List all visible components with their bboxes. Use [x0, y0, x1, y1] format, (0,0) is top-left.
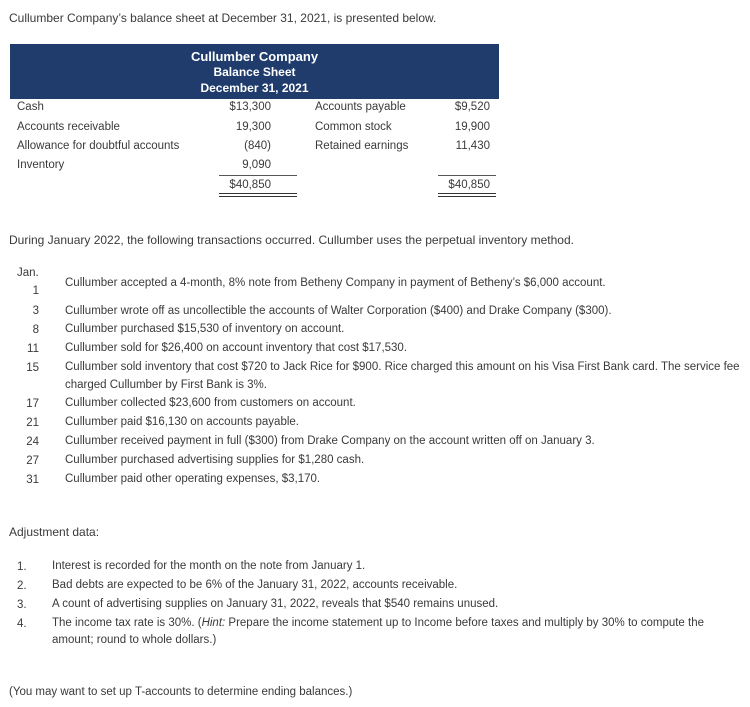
transaction-text: Cullumber received payment in full ($300) from Drake Company on the account written off on January 3.: [65, 435, 595, 447]
transaction-day: 1: [32, 285, 39, 297]
total-double-rule-left: [219, 193, 297, 197]
transaction-text: Cullumber paid $16,130 on accounts payable.: [65, 416, 299, 428]
liability-amount: $9,520: [454, 101, 490, 113]
asset-label: Accounts receivable: [17, 121, 120, 133]
transaction-text: Cullumber sold inventory that cost $720 to Jack Rice for $900. Rice charged this amount on his Visa First Bank card. The service fee charged Cullumber by First Bank is 3%.: [65, 361, 740, 391]
balance-sheet-header: [10, 44, 499, 99]
intro-text: Cullumber Company’s balance sheet at December 31, 2021, is presented below.: [9, 11, 437, 25]
liability-amount: 19,900: [454, 121, 490, 133]
statement-title: Balance Sheet: [213, 65, 296, 79]
adjustment-title: Adjustment data:: [9, 525, 100, 539]
adjustment-number: 2.: [17, 580, 27, 592]
liability-label: Common stock: [315, 121, 392, 133]
adjustment-text-pre: The income tax rate is 30%. (: [52, 617, 202, 629]
asset-amount: 9,090: [242, 159, 271, 171]
asset-label: Inventory: [17, 159, 65, 171]
asset-amount: $13,300: [229, 101, 271, 113]
liability-amount: 11,430: [455, 140, 490, 152]
statement-date: December 31, 2021: [200, 81, 309, 95]
liabilities-total: $40,850: [448, 179, 490, 191]
asset-amount: (840): [244, 140, 271, 152]
month-label: Jan.: [17, 267, 39, 279]
transaction-day: 8: [32, 324, 39, 336]
transaction-text: Cullumber paid other operating expenses, $3,170.: [65, 473, 321, 485]
adjustment-text: A count of advertising supplies on January 31, 2022, reveals that $540 remains unused.: [52, 598, 499, 610]
adjustment-text: Interest is recorded for the month on the note from January 1.: [52, 560, 366, 572]
transaction-day: 27: [26, 455, 39, 467]
asset-label: Allowance for doubtful accounts: [17, 140, 180, 152]
liability-label: Retained earnings: [315, 140, 409, 152]
subtotal-rule-right: [438, 175, 496, 176]
adjustment-text: Bad debts are expected to be 6% of the January 31, 2022, accounts receivable.: [52, 579, 458, 591]
transactions-intro: During January 2022, the following transactions occurred. Cullumber uses the perpetual inventory method.: [9, 233, 574, 247]
assets-total: $40,850: [229, 179, 271, 191]
transaction-text: Cullumber purchased $15,530 of inventory on account.: [65, 323, 345, 335]
transaction-text: Cullumber collected $23,600 from customers on account.: [65, 397, 356, 409]
adjustment-number: 1.: [17, 561, 27, 573]
transaction-text: Cullumber accepted a 4-month, 8% note from Betheny Company in payment of Betheny’s $6,000 account.: [65, 277, 606, 289]
footnote: (You may want to set up T-accounts to determine ending balances.): [9, 686, 353, 698]
adjustment-text-post: Prepare the income statement up to Income before taxes and multiply by 30% to compute the amount; round to whole dollars.): [52, 617, 705, 646]
transaction-day: 11: [27, 343, 39, 355]
liability-label: Accounts payable: [315, 101, 406, 113]
adjustment-number: 4.: [17, 618, 27, 630]
adjustment-number: 3.: [17, 599, 27, 611]
transaction-day: 15: [26, 362, 39, 374]
transaction-text: Cullumber purchased advertising supplies for $1,280 cash.: [65, 454, 365, 466]
company-name: Cullumber Company: [190, 49, 319, 64]
transaction-text: Cullumber wrote off as uncollectible the accounts of Walter Corporation ($400) and Drake Company ($300).: [65, 305, 612, 317]
transaction-day: 3: [32, 305, 39, 317]
transaction-day: 17: [26, 398, 39, 410]
asset-label: Cash: [17, 101, 44, 113]
transaction-day: 24: [26, 436, 39, 448]
asset-amount: 19,300: [235, 121, 271, 133]
subtotal-rule-left: [219, 175, 297, 176]
transaction-text: Cullumber sold for $26,400 on account inventory that cost $17,530.: [65, 342, 408, 354]
hint-label: Hint:: [201, 617, 226, 629]
transaction-day: 21: [26, 417, 39, 429]
total-double-rule-right: [438, 193, 496, 197]
transaction-day: 31: [26, 474, 39, 486]
adjustment-text: [52, 615, 742, 649]
